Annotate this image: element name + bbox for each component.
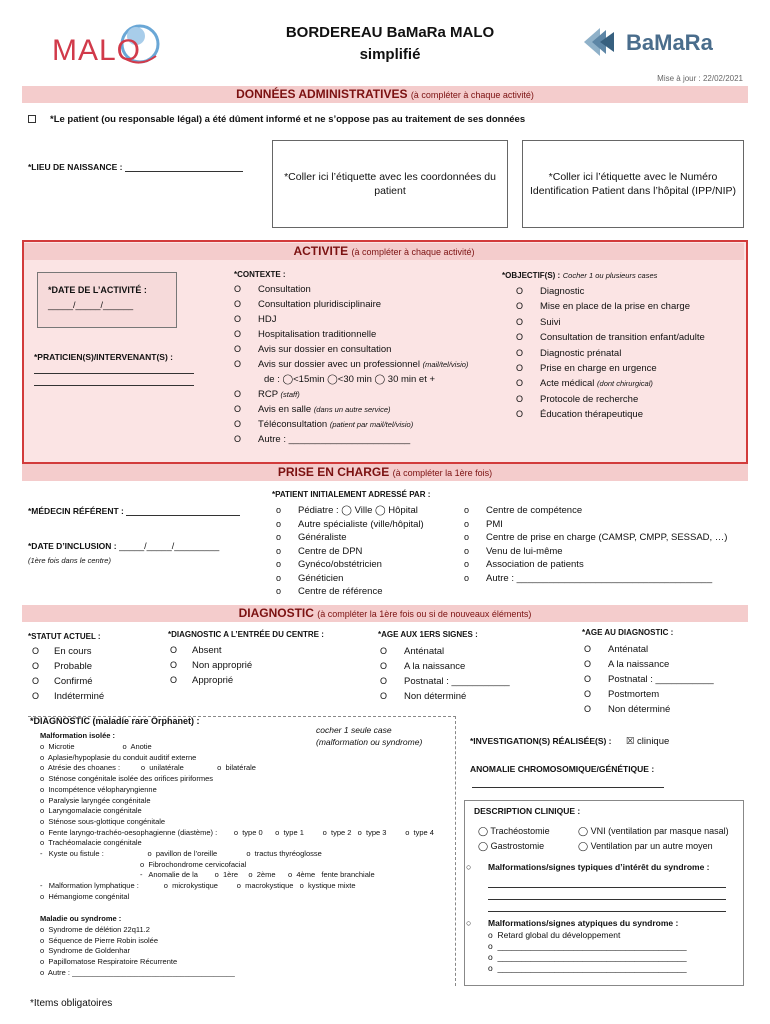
typiques-row[interactable]: ○ Malformations/signes typiques d’intérêt du syndrome : [466, 862, 710, 872]
radio-icon: O [516, 347, 524, 358]
radio-icon: O [170, 660, 178, 670]
malformation-option[interactable]: - Kyste ou fistule : o pavillon de l’oreille o tractus thyréoglosse [40, 849, 322, 859]
radio-icon: o [464, 532, 470, 542]
adresse-option[interactable] [276, 585, 424, 599]
contexte-option[interactable] [234, 402, 468, 417]
radio-icon: O [516, 378, 524, 389]
malformation-option[interactable]: o Laryngomalacie congénitale [40, 806, 142, 816]
objectif-option[interactable] [516, 299, 705, 314]
radio-icon: o [276, 572, 282, 583]
radio-icon: O [32, 646, 40, 656]
syndrome-option[interactable]: o Papillomatose Respiratoire Récurrente [40, 957, 178, 967]
radio-icon: o [276, 532, 282, 542]
option-label: Diagnostic [540, 286, 585, 297]
statut-options [32, 644, 104, 704]
option-label: Pédiatre : ◯ Ville ◯ Hôpital [298, 505, 418, 516]
syndrome-list [40, 925, 235, 979]
option-label: Postmortem [608, 689, 660, 700]
radio-icon: O [234, 284, 242, 294]
medecin-field[interactable]: *MÉDECIN RÉFÉRENT : [28, 506, 240, 516]
radio-icon: O [584, 644, 592, 654]
investigation-checkbox[interactable]: ☒ clinique [625, 736, 670, 747]
adresse-option[interactable] [464, 545, 727, 559]
radio-icon: O [516, 316, 524, 327]
radio-icon: o [276, 518, 282, 529]
adresse-option[interactable] [276, 531, 424, 545]
option-label: Consultation pluridisciplinaire [258, 299, 382, 310]
contexte-option[interactable] [234, 327, 468, 342]
atypique-option[interactable]: o Retard global du développement [488, 930, 621, 940]
adresse-option[interactable] [276, 545, 424, 559]
objectif-options [516, 284, 705, 423]
option-label: Gynéco/obstétricien [298, 559, 382, 570]
malformation-list [40, 742, 434, 903]
option-label: A la naissance [608, 659, 670, 670]
anomalie-label: ANOMALIE CHROMOSOMIQUE/GÉNÉTIQUE : [470, 764, 655, 774]
radio-icon: o [464, 518, 470, 529]
objectif-option[interactable] [516, 330, 705, 345]
adresse-option[interactable] [276, 518, 424, 532]
radio-icon: O [516, 393, 524, 404]
objectif-option[interactable] [516, 376, 705, 391]
radio-icon: O [380, 691, 388, 701]
contexte-option[interactable] [234, 387, 468, 402]
option-label: Probable [54, 661, 93, 672]
option-label: Téléconsultation [258, 419, 328, 430]
ipp-label-box: *Coller ici l’étiquette avec le Numéro Identification Patient dans l’hôpital (IPP/NIP) [522, 140, 744, 228]
malformation-title: Malformation isolée : [40, 731, 116, 740]
option-label: HDJ [258, 314, 277, 325]
age-diag-label: *AGE AU DIAGNOSTIC : [582, 628, 674, 637]
document-title: BORDEREAU BaMaRa MALO simplifié [285, 24, 495, 63]
radio-icon: O [380, 676, 388, 686]
radio-icon: O [584, 674, 592, 684]
malformation-option[interactable]: o Aplasie/hypoplasie du conduit auditif externe [40, 752, 197, 762]
radio-icon: O [32, 691, 40, 701]
radio-icon: o [464, 572, 470, 583]
investigation-row: *INVESTIGATION(S) RÉALISÉE(S) : ☒ clinique [470, 736, 670, 747]
radio-icon: O [516, 286, 524, 296]
adresse-option[interactable] [276, 572, 424, 586]
option-label: Centre de prise en charge (CAMSP, CMPP, SESSAD, …) [486, 532, 728, 543]
option-label: Mise en place de la prise en charge [540, 301, 690, 313]
radio-icon: o [276, 505, 282, 515]
age-signes-option[interactable] [380, 659, 510, 674]
prise-section-header: PRISE EN CHARGE (à compléter la 1ère fois) [22, 464, 748, 481]
malformation-option[interactable]: o Incompétence vélopharyngienne [40, 784, 157, 794]
objectif-label-row: *OBJECTIF(S) : Cocher 1 ou plusieurs cases [502, 271, 658, 280]
radio-icon: O [234, 314, 242, 324]
option-label: Anténatal [404, 646, 445, 657]
malformation-option[interactable]: o Hémangiome congénital [40, 891, 130, 901]
description-options: ◯ Trachéostomie ◯ VNI (ventilation par masque nasal) ◯ Gastrostomie ◯ Ventilation par un autre moyen [478, 826, 729, 851]
radio-icon: O [380, 646, 388, 656]
adresse-col1 [276, 504, 424, 599]
syndrome-option[interactable]: o Séquence de Pierre Robin isolée [40, 935, 158, 945]
malformation-option[interactable]: - Malformation lymphatique : o microkystique o macrokystique o kystique mixte [40, 881, 356, 891]
adresse-option[interactable] [464, 531, 727, 545]
syndrome-title: Maladie ou syndrome : [40, 914, 122, 923]
age-diag-option[interactable] [584, 642, 714, 657]
option-label: Protocole de recherche [540, 393, 639, 405]
option-label: Autre : _______________________ [258, 434, 411, 445]
radio-icon: O [234, 404, 242, 414]
malformation-option[interactable]: o Sténose congénitale isolée des orifices piriformes [40, 774, 214, 784]
option-label: Diagnostic prénatal [540, 347, 622, 359]
statut-option[interactable] [32, 689, 104, 704]
objectif-option[interactable] [516, 407, 705, 422]
objectif-option[interactable] [516, 284, 705, 299]
option-label: Non approprié [192, 660, 253, 671]
option-label: A la naissance [404, 661, 466, 672]
entree-option[interactable] [170, 658, 252, 673]
option-label: Acte médical [540, 378, 595, 390]
option-label: Généraliste [298, 532, 347, 543]
inclusion-date-field[interactable]: *DATE D’INCLUSION : _____/_____/_________ [28, 541, 220, 551]
radio-icon: O [170, 675, 178, 685]
birthplace-field[interactable]: *LIEU DE NAISSANCE : [28, 162, 243, 172]
objectif-option[interactable] [516, 346, 705, 361]
diagnostic-section-header: DIAGNOSTIC (à compléter la 1ère fois ou si de nouveaux éléments) [22, 605, 748, 622]
option-label: Centre de compétence [486, 505, 583, 516]
contexte-options [234, 282, 468, 447]
malformation-option[interactable]: o Fente laryngo-trachéo-oesophagienne (diastème) : o type 0 o type 1 o type 2 o type 3 o type 4 [40, 827, 434, 837]
syndrome-option[interactable]: o Syndrome de délétion 22q11.2 [40, 925, 150, 934]
option-label: Confirmé [54, 676, 93, 687]
radio-icon: O [170, 645, 178, 655]
contexte-option[interactable] [234, 297, 468, 312]
option-label: Prise en charge en urgence [540, 363, 657, 375]
activity-date-box[interactable]: *DATE DE L’ACTIVITÉ : _____/_____/______ [37, 272, 177, 328]
age-diag-option[interactable] [584, 672, 714, 687]
objectif-option[interactable] [516, 315, 705, 330]
radio-icon: O [32, 661, 40, 671]
radio-icon: O [584, 704, 592, 714]
contexte-option[interactable] [234, 312, 468, 327]
age-signes-option[interactable] [380, 689, 510, 704]
radio-icon: O [516, 409, 524, 420]
atypiques-row[interactable]: ○ Malformations/signes atypiques du syndrome : [466, 918, 679, 928]
option-label: Consultation [258, 284, 311, 295]
radio-icon: o [464, 505, 470, 515]
adresse-option[interactable] [276, 558, 424, 572]
adresse-option[interactable] [464, 572, 727, 586]
age-signes-option[interactable] [380, 644, 510, 659]
entree-options [170, 643, 252, 688]
radio-icon: O [516, 363, 524, 374]
age-diag-option[interactable] [584, 702, 714, 717]
activite-section-header: ACTIVITE (à compléter à chaque activité) [24, 243, 744, 260]
statut-option[interactable] [32, 674, 104, 689]
option-label: Anténatal [608, 644, 649, 655]
malformation-option[interactable]: o Sténose sous-glottique congénitale [40, 816, 166, 826]
radio-icon: O [32, 676, 40, 686]
option-label: RCP [258, 389, 278, 400]
bamara-logo-text: BaMaRa [626, 30, 713, 55]
option-label: Autre : _____________________________________ [486, 572, 713, 584]
option-label: Absent [192, 645, 222, 656]
radio-icon: o [276, 559, 282, 569]
option-note: (dont chirurgical) [597, 379, 653, 389]
option-label: Suivi [540, 316, 561, 328]
statut-label: *STATUT ACTUEL : [28, 632, 101, 641]
consent-row: *Le patient (ou responsable légal) a été dûment informé et ne s’oppose pas au traitement de ses données [28, 114, 525, 125]
radio-icon: O [234, 434, 242, 444]
option-note: (dans un autre service) [313, 405, 391, 414]
age-signes-options [380, 644, 510, 704]
syndrome-option[interactable]: o Autre : _______________________________________ [40, 967, 235, 977]
radio-icon: o [276, 545, 282, 556]
option-label: Postnatal : ___________ [608, 674, 714, 685]
radio-icon: O [234, 299, 242, 309]
option-label: PMI [486, 518, 503, 530]
adresse-option[interactable] [276, 504, 424, 518]
statut-option[interactable] [32, 644, 104, 659]
option-label: Non déterminé [608, 704, 671, 715]
contexte-option[interactable] [234, 282, 468, 297]
option-label: Hospitalisation traditionnelle [258, 329, 377, 340]
option-label: Éducation thérapeutique [540, 409, 643, 421]
option-label: Centre de DPN [298, 545, 363, 557]
age-signes-label: *AGE AUX 1ERS SIGNES : [378, 630, 478, 639]
option-note: (staff) [280, 390, 300, 399]
contexte-option[interactable] [234, 357, 468, 372]
praticien-field[interactable]: *PRATICIEN(S)/INTERVENANT(S) : [34, 352, 204, 386]
statut-option[interactable] [32, 659, 104, 674]
option-note: (mail/tel/visio) [422, 360, 469, 369]
radio-icon: O [584, 659, 592, 669]
adresse-option[interactable] [464, 518, 727, 532]
option-label: Avis sur dossier avec un professionnel [258, 359, 420, 370]
malformation-option[interactable]: o Fibrochondrome cervicofacial [40, 859, 247, 869]
age-diag-options [584, 642, 714, 717]
option-label: Approprié [192, 675, 234, 686]
malformation-option[interactable]: o Paralysie laryngée congénitale [40, 795, 151, 805]
adresse-label: *PATIENT INITIALEMENT ADRESSÉ PAR : [272, 490, 431, 499]
option-label: Indéterminé [54, 691, 105, 702]
option-label: Non déterminé [404, 691, 467, 702]
adresse-option[interactable] [464, 504, 727, 518]
admin-section-header: DONNÉES ADMINISTRATIVES (à compléter à chaque activité) [22, 86, 748, 103]
malformation-option[interactable]: - Anomalie de la o 1ère o 2ème o 4ème fente branchiale [40, 870, 375, 880]
entree-option[interactable] [170, 673, 252, 688]
atypique-option[interactable]: o ________________________________________ [488, 941, 687, 951]
option-label: Autre spécialiste (ville/hôpital) [298, 518, 424, 530]
contexte-option[interactable] [234, 417, 468, 432]
inclusion-note: (1ère fois dans le centre) [28, 556, 111, 565]
contexte-option[interactable] [234, 342, 468, 357]
typiques-lines[interactable] [488, 876, 726, 912]
radio-icon: O [516, 332, 524, 343]
delai-options[interactable]: de : ◯<15min ◯<30 min ◯ 30 min et + [264, 374, 436, 385]
anomalie-field[interactable] [472, 780, 664, 788]
radio-icon: O [234, 389, 242, 399]
option-label: En cours [54, 646, 92, 657]
radio-icon: O [380, 661, 388, 671]
option-label: Venu de lui-même [486, 545, 563, 557]
option-label: Avis en salle [258, 404, 312, 415]
option-label: Généticien [298, 572, 344, 584]
adresse-col2 [464, 504, 727, 585]
radio-icon: O [234, 359, 242, 369]
atypique-option[interactable]: o ________________________________________ [488, 963, 687, 973]
entree-label: *DIAGNOSTIC A L’ENTRÉE DU CENTRE : [168, 630, 324, 639]
malo-logo-text: MALO [52, 34, 142, 67]
age-diag-option[interactable] [584, 687, 714, 702]
radio-icon: O [516, 301, 524, 312]
radio-icon: O [234, 419, 242, 429]
radio-icon: O [584, 689, 592, 699]
contexte-option[interactable] [234, 432, 468, 447]
age-diag-option[interactable] [584, 657, 714, 672]
radio-icon: o [464, 559, 470, 569]
update-date: Mise à jour : 22/02/2021 [657, 74, 743, 83]
atypiques-list [488, 930, 687, 974]
atypique-option[interactable]: o ________________________________________ [488, 952, 687, 962]
objectif-option[interactable] [516, 361, 705, 376]
radio-icon: O [234, 329, 242, 339]
objectif-option[interactable] [516, 392, 705, 407]
option-label: Consultation de transition enfant/adulte [540, 332, 705, 344]
malformation-option[interactable]: o Atrésie des choanes : o unilatérale o bilatérale [40, 763, 256, 773]
mandatory-note: *Items obligatoires [30, 998, 113, 1009]
patient-label-box: *Coller ici l’étiquette avec les coordonnées du patient [272, 140, 508, 228]
option-label: Avis sur dossier en consultation [258, 344, 392, 355]
radio-icon: o [276, 586, 282, 596]
consent-checkbox[interactable] [28, 115, 36, 123]
cocher-note: cocher 1 seule case (malformation ou syndrome) [316, 725, 423, 747]
contexte-label: *CONTEXTE : [234, 270, 286, 279]
syndrome-option[interactable]: o Syndrome de Goldenhar [40, 946, 131, 956]
description-label: DESCRIPTION CLINIQUE : [474, 806, 581, 816]
radio-icon: O [234, 344, 242, 354]
maladie-label: *DIAGNOSTIC (maladie rare Orphanet) : [30, 716, 200, 726]
age-signes-option[interactable] [380, 674, 510, 689]
radio-icon: o [464, 545, 470, 556]
option-label: Centre de référence [298, 586, 383, 597]
adresse-option[interactable] [464, 558, 727, 572]
entree-option[interactable] [170, 643, 252, 658]
option-label: Association de patients [486, 559, 584, 570]
option-label: Postnatal : ___________ [404, 676, 510, 687]
malformation-option[interactable]: o Microtie o Anotie [40, 742, 152, 751]
malformation-option[interactable]: o Trachéomalacie congénitale [40, 838, 142, 848]
option-note: (patient par mail/tel/visio) [329, 420, 414, 429]
